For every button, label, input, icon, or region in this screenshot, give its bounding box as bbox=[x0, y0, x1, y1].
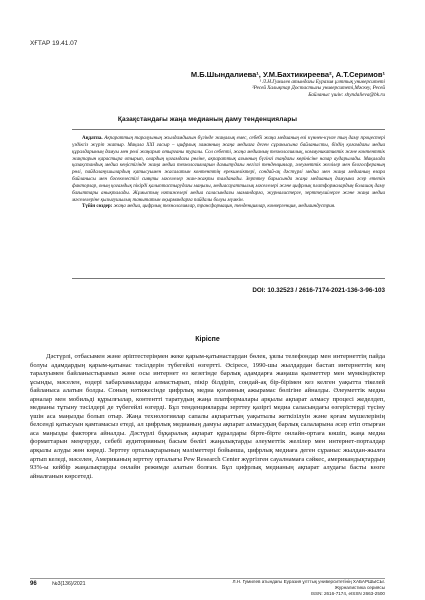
affiliation-2: ²Ресей Халықтар Достастығы университеті,Мәскеу, Ресей bbox=[252, 85, 385, 92]
author-names: М.Б.Шындалиева¹, У.М.Бахтикиреева², А.Т.Серимов¹ bbox=[190, 70, 385, 79]
page-number: 96 bbox=[30, 581, 37, 587]
journal-info bbox=[232, 579, 385, 597]
abstract-text: Ақпараттың таралуының жылдамдығын бүгінде жаңалық емес, себебі жаңа медианың өзі күннен-күнге тың даму процестері үздіксіз жүріп жатыр. Мақала XXI ғасыр – цифрлық заманның жаңа медиаға деген сұранысына байланысты, біздің қоғамдағы медиа құралдарының дамуы мен рөлі жаңарып отырғаны туралы. Сол себепті, жаңа медианың технологиялық, коммуникативтік және контенттік жақтарын қарастыра отырып, олардың қоғамдағы рөліне, ақпараттық ағынның бүгінгі таңдағы көрінісіне назар аударылады. Мақалада қазақстандық медиа кеңістігінде жаңа медиа технологияларын дамытудағы негізгі тенденциялар, әлеуметтік желілер мен блогосфераның рөлі, пайдаланушылардың қатысуымен жасалатын контенттің ерекшеліктері, сондай-ақ дәстүрлі медиа мен жаңа медианың өзара байланысы мен бәсекелестігі сияқты мәселелер жан-жақты талданады. Зерттеу барысында жаңа медианың дамуына әсер ететін факторлар, оның қоғамдық пікірді қалыптастырудағы маңызы, медиасауаттылық мәселелері және цифрлық платформалардың болашақ даму бағыттары анықталады. Жұмыстың нәтижелері медиа саласындағы мамандарға, журналистерге, зерттеушілерге және жаңа медиа мәселелеріне қызығушылық танытатын оқырмандарға пайдалы болуы мүмкін. bbox=[72, 135, 385, 203]
keywords bbox=[72, 203, 385, 210]
body-paragraph: Дәстүрлі, отбасымен және әріптестеріңмен жеке қарым-қатынастардан бөлек, ұялы телефондар мен интернеттің пайда болуы адамдардың қарым-қатынас тәсілдерін түбегейлі өзгертті. Әсіресе, 1990-шы жылдардан бастап интернеттің кең таралуымен байланыстырамыз және осы интернет өз кезегінде барлық адамдарға жаңаша қызметтер мен мүмкіндіктер ұсынды, мәселен, өздері хабарламаларды алмастырып, пікір білдіріп, сондай-ақ бір-бірімен кез келген уақытта тікелей байланыса алатын болды. Соның нәтижесінде цифрлық медиа қоғамның ажырамас бөлігіне айналды. Әлеуметтік медиа арналар мен мобильді құрылғылар, контентті таратудың жаңа платформалары арқылы ақпарат алмасу процесі жеделдеп, медианы тұтыну тәсілдері де түбегейлі өзгерді. Бұл тенденцияларды зерттеу қазіргі медиа саласындағы өзгерістерді түсіну үшін аса маңызды болып отыр. Жаңа технологиялар сапалы ақпараттың уақытылы жеткізілуін және қоғам мүшелерінің белсенді қатысуын қамтамасыз етеді, ал цифрлық медианың дамуы ақпарат алмасудың барлық салаларына әсер етіп отырған аса маңызды факторға айналды. Дәстүрлі бұқаралық ақпарат құралдары бірте-бірте онлайн-ортаға көшіп, жаңа медиа форматтарын меңгеруде, себебі аудиторияның басым бөлігі жаңалықтарды әлеуметтік желілер мен интернет-порталдар арқылы алуды жөн көреді. Зерттеу орталықтарының мәліметтері бойынша, цифрлық медиаға деген сұраныс жылдан-жылға артып келеді, мәселен, Американың зерттеу орталығы Pew Research Center жүргізген сауалнамаға сәйкес, американдықтардың 93%-ы кейбір жаңалықтарды онлайн режимде алатын болған. Бұл цифрлық медианың ақпарат алудағы басты көзге айналғанын көрсетеді. bbox=[30, 353, 385, 480]
journal-issn: ISSN: 2616-7174, eISSN 2663-2500 bbox=[310, 591, 385, 596]
journal-name: Л.Н. Гумилев атындағы Еуразия ұлттық университетінің ХАБАРШЫСЫ. bbox=[232, 579, 385, 584]
authors-block bbox=[125, 70, 385, 98]
classification-code: ХҒТАР 19.41.07 bbox=[30, 40, 78, 47]
contact-email[interactable]: Байланыс үшін: shyndalieva@bk.ru bbox=[308, 91, 385, 98]
abstract bbox=[72, 135, 385, 203]
article-title: Қазақстандағы жаңа медианың даму тенденциялары bbox=[117, 116, 298, 123]
abstract-box bbox=[72, 129, 385, 279]
journal-series: Журналистика сериясы bbox=[334, 585, 385, 590]
keywords-label: Түйін сөздер: bbox=[82, 203, 113, 210]
affiliation-1: ¹ Л.Н.Гумилев атындағы Еуразия ұлттық университеті bbox=[259, 79, 385, 85]
abstract-label: Аңдатпа. bbox=[82, 135, 103, 141]
keywords-text: жаңа медиа, цифрлық технологиялар, трансформация, тенденциялар, конвергенция, медиаиндустрия. bbox=[113, 203, 336, 210]
issue-number: №3(136)/2021 bbox=[52, 581, 86, 587]
section-heading: Кіріспе bbox=[195, 336, 220, 343]
doi-link[interactable]: DOI: 10.32523 / 2616-7174-2021-136-3-96-103 bbox=[252, 287, 385, 294]
